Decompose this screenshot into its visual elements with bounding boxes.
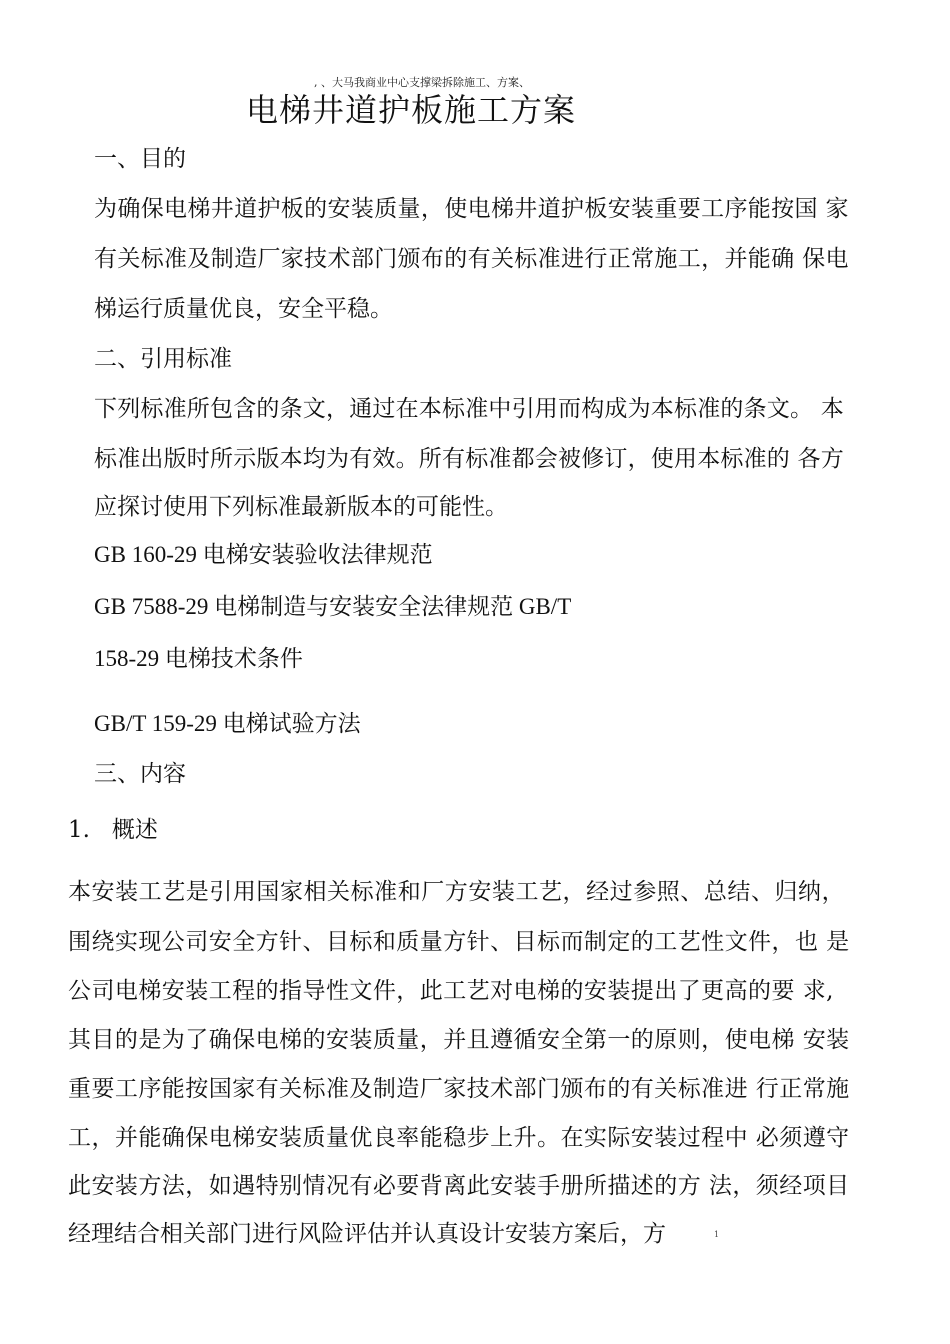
standard-item: 158-29 电梯技术条件 [94,646,303,671]
subheading-overview: 1. 概述 [68,817,158,843]
paragraph-line: 本安装工艺是引用国家相关标准和厂方安装工艺，经过参照、总结、归纳， [68,879,846,905]
standard-item: GB 7588-29 电梯制造与安装安全法律规范 GB/T [94,594,572,619]
standard-item: GB/T 159-29 电梯试验方法 [94,711,361,736]
paragraph-line: 梯运行质量优良，安全平稳。 [94,296,393,322]
paragraph-line: 工，并能确保电梯安装质量优良率能稳步上升。在实际安装过程中 必须遵守 [68,1125,850,1151]
paragraph-line: 围绕实现公司安全方针、目标和质量方针、目标而制定的工艺性文件，也 是 [68,929,850,955]
section-heading-purpose: 一、目的 [94,146,186,172]
paragraph-line: 重要工序能按国家有关标准及制造厂家技术部门颁布的有关标准进 行正常施 [68,1076,850,1102]
paragraph-line: 为确保电梯井道护板的安装质量，使电梯井道护板安装重要工序能按国 家 [94,196,849,222]
section-heading-contents: 三、内容 [94,761,186,787]
document-title: 电梯井道护板施工方案 [246,91,577,129]
paragraph-line: 经理结合相关部门进行风险评估并认真设计安装方案后，方 [68,1221,666,1247]
paragraph-line: 其目的是为了确保电梯的安装质量，并且遵循安全第一的原则，使电梯 安装 [68,1027,850,1053]
paragraph-line: 下列标准所包含的条文，通过在本标准中引用而构成为本标准的条文。 本 [94,396,844,422]
standard-item: GB 160-29 电梯安装验收法律规范 [94,542,433,567]
paragraph-line: 公司电梯安装工程的指导性文件，此工艺对电梯的安装提出了更高的要 求, [68,978,834,1004]
paragraph-line: 有关标准及制造厂家技术部门颁布的有关标准进行正常施工，并能确 保电 [94,246,849,272]
header-note: , 、大马我商业中心支撑梁拆除施工、方案、 [314,76,530,89]
paragraph-line: 此安装方法，如遇特别情况有必要背离此安装手册所描述的方 法，须经项目 [68,1173,850,1199]
page-number: 1 [714,1230,720,1239]
paragraph-line: 标准出版时所示版本均为有效。所有标准都会被修订，使用本标准的 各方 [94,446,844,472]
section-heading-references: 二、引用标准 [94,346,232,372]
paragraph-line: 应探讨使用下列标准最新版本的可能性。 [94,494,508,520]
